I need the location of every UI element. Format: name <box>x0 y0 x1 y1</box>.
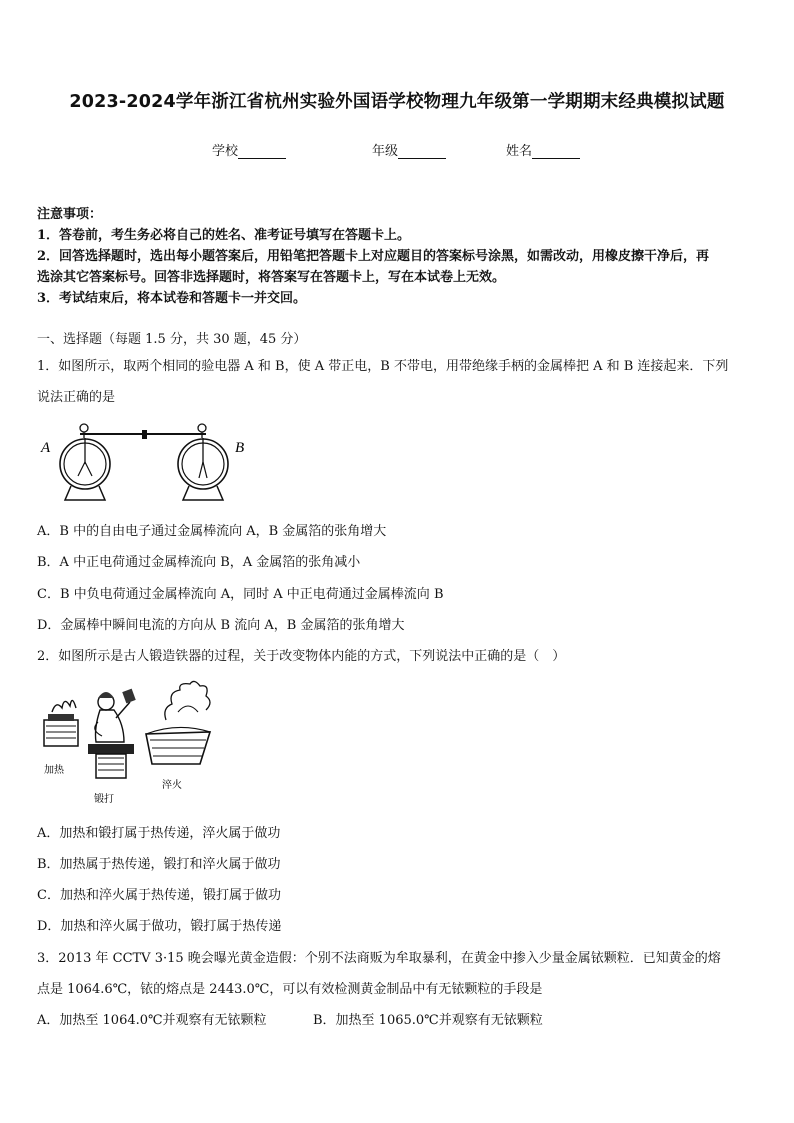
label-quenching: 淬火 <box>162 780 182 791</box>
q2-forging-figure <box>38 678 228 808</box>
grade-blank[interactable] <box>398 144 446 159</box>
q3-option-b[interactable]: B．加热至 1065.0℃并观察有无铱颗粒 <box>313 1013 543 1028</box>
name-field <box>506 140 580 159</box>
grade-field <box>372 140 446 159</box>
notice-item-2-line1: 2．回答选择题时，选出每小题答案后，用铅笔把答题卡上对应题目的答案标号涂黑，如需改动，用橡皮擦干净后，再 <box>37 249 710 264</box>
name-label: 姓名 <box>506 144 533 159</box>
grade-label: 年级 <box>372 144 399 159</box>
q3-stem-line1: 3．2013 年 CCTV 3·15 晚会曝光黄金造假：个别不法商贩为牟取暴利，在黄金中掺入少量金属铱颗粒．已知黄金的熔 <box>37 951 721 966</box>
label-b: B <box>235 440 245 456</box>
q1-option-c[interactable]: C．B 中负电荷通过金属棒流向 A，同时 A 中正电荷通过金属棒流向 B <box>37 587 444 602</box>
q2-option-b[interactable]: B．加热属于热传递，锻打和淬火属于做功 <box>37 857 281 872</box>
q3-option-a[interactable]: A．加热至 1064.0℃并观察有无铱颗粒 <box>37 1013 267 1028</box>
notice-item-2-line2: 选涂其它答案标号。回答非选择题时，将答案写在答题卡上，写在本试卷上无效。 <box>37 270 506 285</box>
notice-item-3: 3．考试结束后，将本试卷和答题卡一并交回。 <box>37 291 307 306</box>
q2-option-d[interactable]: D．加热和淬火属于做功，锻打属于热传递 <box>37 919 282 934</box>
q3-stem-line2: 点是 1064.6℃，铱的熔点是 2443.0℃，可以有效检测黄金制品中有无铱颗粒的手段是 <box>37 982 543 997</box>
q1-option-b[interactable]: B．A 中正电荷通过金属棒流向 B，A 金属箔的张角减小 <box>37 555 361 570</box>
q1-option-d[interactable]: D．金属棒中瞬间电流的方向从 B 流向 A，B 金属箔的张角增大 <box>37 618 405 633</box>
school-label: 学校 <box>212 144 239 159</box>
label-forging: 锻打 <box>94 794 114 805</box>
q2-option-a[interactable]: A．加热和锻打属于热传递，淬火属于做功 <box>37 826 281 841</box>
notice-heading: 注意事项： <box>37 207 103 222</box>
school-blank[interactable] <box>238 144 286 159</box>
q2-stem: 2．如图所示是古人锻造铁器的过程，关于改变物体内能的方式，下列说法中正确的是（ ） <box>37 649 566 664</box>
forging-illustration <box>38 678 228 808</box>
school-field <box>212 140 286 159</box>
page-title: 2023-2024学年浙江省杭州实验外国语学校物理九年级第一学期期末经典模拟试题 <box>69 92 725 112</box>
label-heating: 加热 <box>44 765 64 776</box>
label-a: A <box>41 440 51 456</box>
name-blank[interactable] <box>532 144 580 159</box>
q2-option-c[interactable]: C．加热和淬火属于热传递，锻打属于做功 <box>37 888 281 903</box>
q1-stem-line2: 说法正确的是 <box>37 390 116 405</box>
electroscope-diagram <box>38 414 258 509</box>
q1-electroscope-figure <box>38 414 258 509</box>
q1-stem-line1: 1．如图所示，取两个相同的验电器 A 和 B，使 A 带正电，B 不带电，用带绝缘手柄的金属棒把 A 和 B 连接起来．下列 <box>37 359 729 374</box>
section-heading: 一、选择题（每题 1.5 分，共 30 题，45 分） <box>37 332 307 347</box>
notice-item-1: 1．答卷前，考生务必将自己的姓名、准考证号填写在答题卡上。 <box>37 228 411 243</box>
q1-option-a[interactable]: A．B 中的自由电子通过金属棒流向 A，B 金属箔的张角增大 <box>37 524 387 539</box>
